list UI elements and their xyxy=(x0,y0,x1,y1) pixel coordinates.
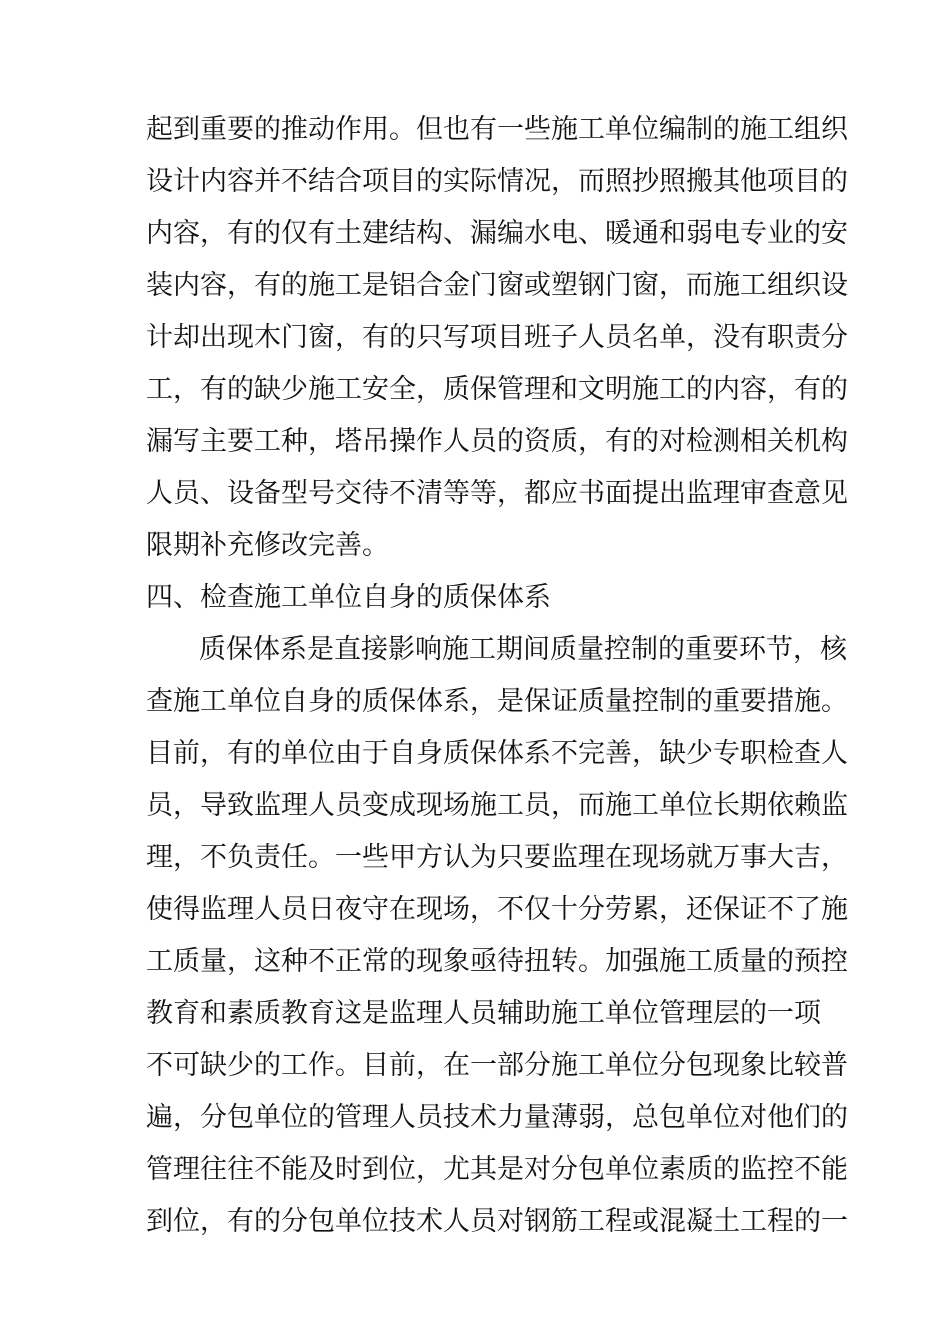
body-text-line: 管理往往不能及时到位，尤其是对分包单位素质的监控不能 xyxy=(146,1154,848,1185)
body-text-line: 工质量，这种不正常的现象亟待扭转。加强施工质量的预控 xyxy=(146,946,848,977)
body-text-line: 限期补充修改完善。 xyxy=(146,530,389,561)
body-text-line: 内容，有的仅有土建结构、漏编水电、暖通和弱电专业的安 xyxy=(146,218,848,249)
body-text-line: 计却出现木门窗，有的只写项目班子人员名单，没有职责分 xyxy=(146,322,848,353)
body-text-line: 到位，有的分包单位技术人员对钢筋工程或混凝土工程的一 xyxy=(146,1206,848,1237)
body-text-line: 理，不负责任。一些甲方认为只要监理在现场就万事大吉， xyxy=(146,842,848,873)
body-text-line: 质保体系是直接影响施工期间质量控制的重要环节，核 xyxy=(199,634,847,665)
body-text-line: 设计内容并不结合项目的实际情况，而照抄照搬其他项目的 xyxy=(146,166,848,197)
body-text-line: 装内容，有的施工是铝合金门窗或塑钢门窗，而施工组织设 xyxy=(146,270,848,301)
body-text-line: 教育和素质教育这是监理人员辅助施工单位管理层的一项 xyxy=(146,998,821,1029)
body-text-line: 使得监理人员日夜守在现场，不仅十分劳累，还保证不了施 xyxy=(146,894,848,925)
body-text-line: 漏写主要工种，塔吊操作人员的资质，有的对检测相关机构 xyxy=(146,426,848,457)
body-text-line: 查施工单位自身的质保体系，是保证质量控制的重要措施。 xyxy=(146,686,848,717)
body-text-line: 不可缺少的工作。目前，在一部分施工单位分包现象比较普 xyxy=(146,1050,848,1081)
body-text-line: 人员、设备型号交待不清等等，都应书面提出监理审查意见 xyxy=(146,478,848,509)
body-text-line: 工，有的缺少施工安全，质保管理和文明施工的内容，有的 xyxy=(146,374,848,405)
body-text-line: 目前，有的单位由于自身质保体系不完善，缺少专职检查人 xyxy=(146,738,848,769)
body-text-line: 员，导致监理人员变成现场施工员，而施工单位长期依赖监 xyxy=(146,790,848,821)
section-heading: 四、检查施工单位自身的质保体系 xyxy=(146,582,551,613)
body-text-line: 起到重要的推动作用。但也有一些施工单位编制的施工组织 xyxy=(146,114,848,145)
body-text-line: 遍，分包单位的管理人员技术力量薄弱，总包单位对他们的 xyxy=(146,1102,848,1133)
